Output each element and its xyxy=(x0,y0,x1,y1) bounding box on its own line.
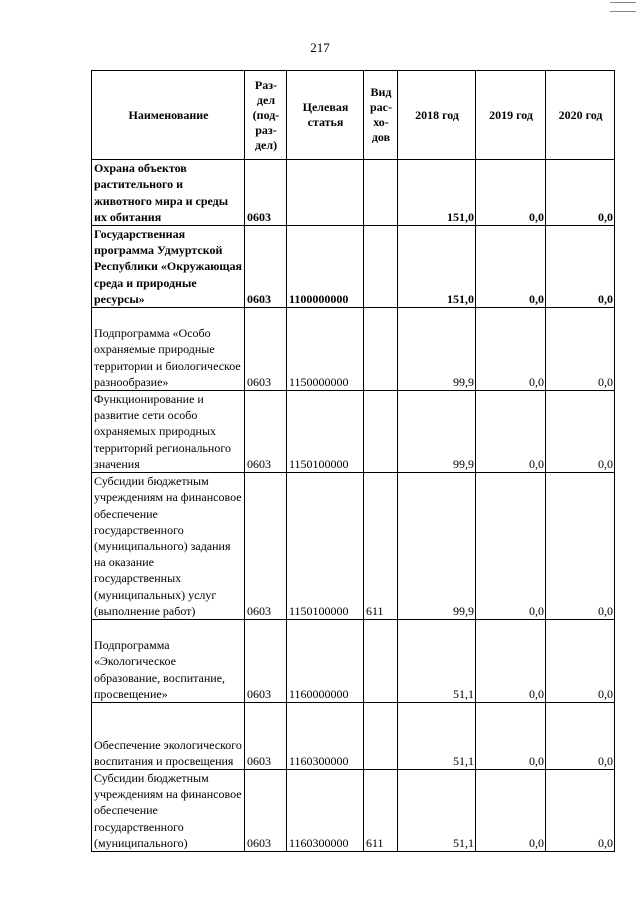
cell-name: Государственная программа Удмуртской Республики «Окружающая среда и природные ресурсы» xyxy=(92,226,245,308)
cell-expense: 611 xyxy=(364,770,398,852)
cell-2018: 51,1 xyxy=(398,770,476,852)
cell-name: Подпрограмма «Экологическое образование, воспитание, просвещение» xyxy=(92,620,245,703)
cell-2020: 0,0 xyxy=(546,473,615,620)
cell-section: 0603 xyxy=(245,770,287,852)
cell-target: 1150000000 xyxy=(287,308,364,391)
cell-2019: 0,0 xyxy=(476,226,546,308)
cell-section: 0603 xyxy=(245,703,287,770)
cell-expense xyxy=(364,703,398,770)
cell-2018: 151,0 xyxy=(398,160,476,226)
cell-target: 1160300000 xyxy=(287,770,364,852)
cell-2020: 0,0 xyxy=(546,160,615,226)
cell-target xyxy=(287,160,364,226)
cell-2018: 51,1 xyxy=(398,703,476,770)
cell-2019: 0,0 xyxy=(476,703,546,770)
cell-target: 1150100000 xyxy=(287,391,364,473)
cell-2018: 51,1 xyxy=(398,620,476,703)
header-row xyxy=(92,71,615,160)
cell-section: 0603 xyxy=(245,226,287,308)
cell-expense xyxy=(364,620,398,703)
cell-name: Функционирование и развитие сети особо охраняемых природных территорий регионального значения xyxy=(92,391,245,473)
table-row xyxy=(92,473,615,620)
cell-expense xyxy=(364,160,398,226)
header-expense: Вид рас- хо- дов xyxy=(364,71,398,160)
cell-name: Обеспечение экологического воспитания и просвещения xyxy=(92,703,245,770)
cell-expense xyxy=(364,391,398,473)
cell-expense xyxy=(364,308,398,391)
cell-2019: 0,0 xyxy=(476,770,546,852)
cell-section: 0603 xyxy=(245,391,287,473)
table-row xyxy=(92,770,615,852)
table-row xyxy=(92,226,615,308)
cell-2019: 0,0 xyxy=(476,620,546,703)
table-body xyxy=(92,160,615,852)
corner-mark xyxy=(610,2,636,12)
cell-target: 1150100000 xyxy=(287,473,364,620)
cell-2020: 0,0 xyxy=(546,620,615,703)
table-row xyxy=(92,160,615,226)
header-2018: 2018 год xyxy=(398,71,476,160)
header-name: Наименование xyxy=(92,71,245,160)
cell-2018: 99,9 xyxy=(398,308,476,391)
page-number: 217 xyxy=(310,40,330,55)
cell-target: 1160000000 xyxy=(287,620,364,703)
cell-2020: 0,0 xyxy=(546,308,615,391)
table-row xyxy=(92,308,615,391)
table-row xyxy=(92,703,615,770)
cell-section: 0603 xyxy=(245,620,287,703)
cell-section: 0603 xyxy=(245,473,287,620)
cell-2019: 0,0 xyxy=(476,473,546,620)
cell-section: 0603 xyxy=(245,160,287,226)
cell-2018: 99,9 xyxy=(398,473,476,620)
cell-expense: 611 xyxy=(364,473,398,620)
cell-2019: 0,0 xyxy=(476,160,546,226)
header-2020: 2020 год xyxy=(546,71,615,160)
header-target: Целевая статья xyxy=(287,71,364,160)
cell-2020: 0,0 xyxy=(546,391,615,473)
table-row xyxy=(92,391,615,473)
cell-2020: 0,0 xyxy=(546,703,615,770)
cell-2018: 99,9 xyxy=(398,391,476,473)
budget-table xyxy=(91,70,615,852)
cell-2020: 0,0 xyxy=(546,226,615,308)
cell-target: 1160300000 xyxy=(287,703,364,770)
cell-name: Субсидии бюджетным учреждениям на финансовое обеспечение государственного (муниципального) задания на оказание государственных (муниципальных) услуг (выполнение работ) xyxy=(92,473,245,620)
cell-2020: 0,0 xyxy=(546,770,615,852)
cell-target: 1100000000 xyxy=(287,226,364,308)
cell-2018: 151,0 xyxy=(398,226,476,308)
cell-2019: 0,0 xyxy=(476,308,546,391)
cell-2019: 0,0 xyxy=(476,391,546,473)
cell-section: 0603 xyxy=(245,308,287,391)
cell-name: Субсидии бюджетным учреждениям на финансовое обеспечение государственного (муниципального) xyxy=(92,770,245,852)
header-section: Раз- дел (под- раз- дел) xyxy=(245,71,287,160)
cell-name: Подпрограмма «Особо охраняемые природные территории и биологическое разнообразие» xyxy=(92,308,245,391)
table-row xyxy=(92,620,615,703)
header-2019: 2019 год xyxy=(476,71,546,160)
cell-expense xyxy=(364,226,398,308)
cell-name: Охрана объектов растительного и животного мира и среды их обитания xyxy=(92,160,245,226)
